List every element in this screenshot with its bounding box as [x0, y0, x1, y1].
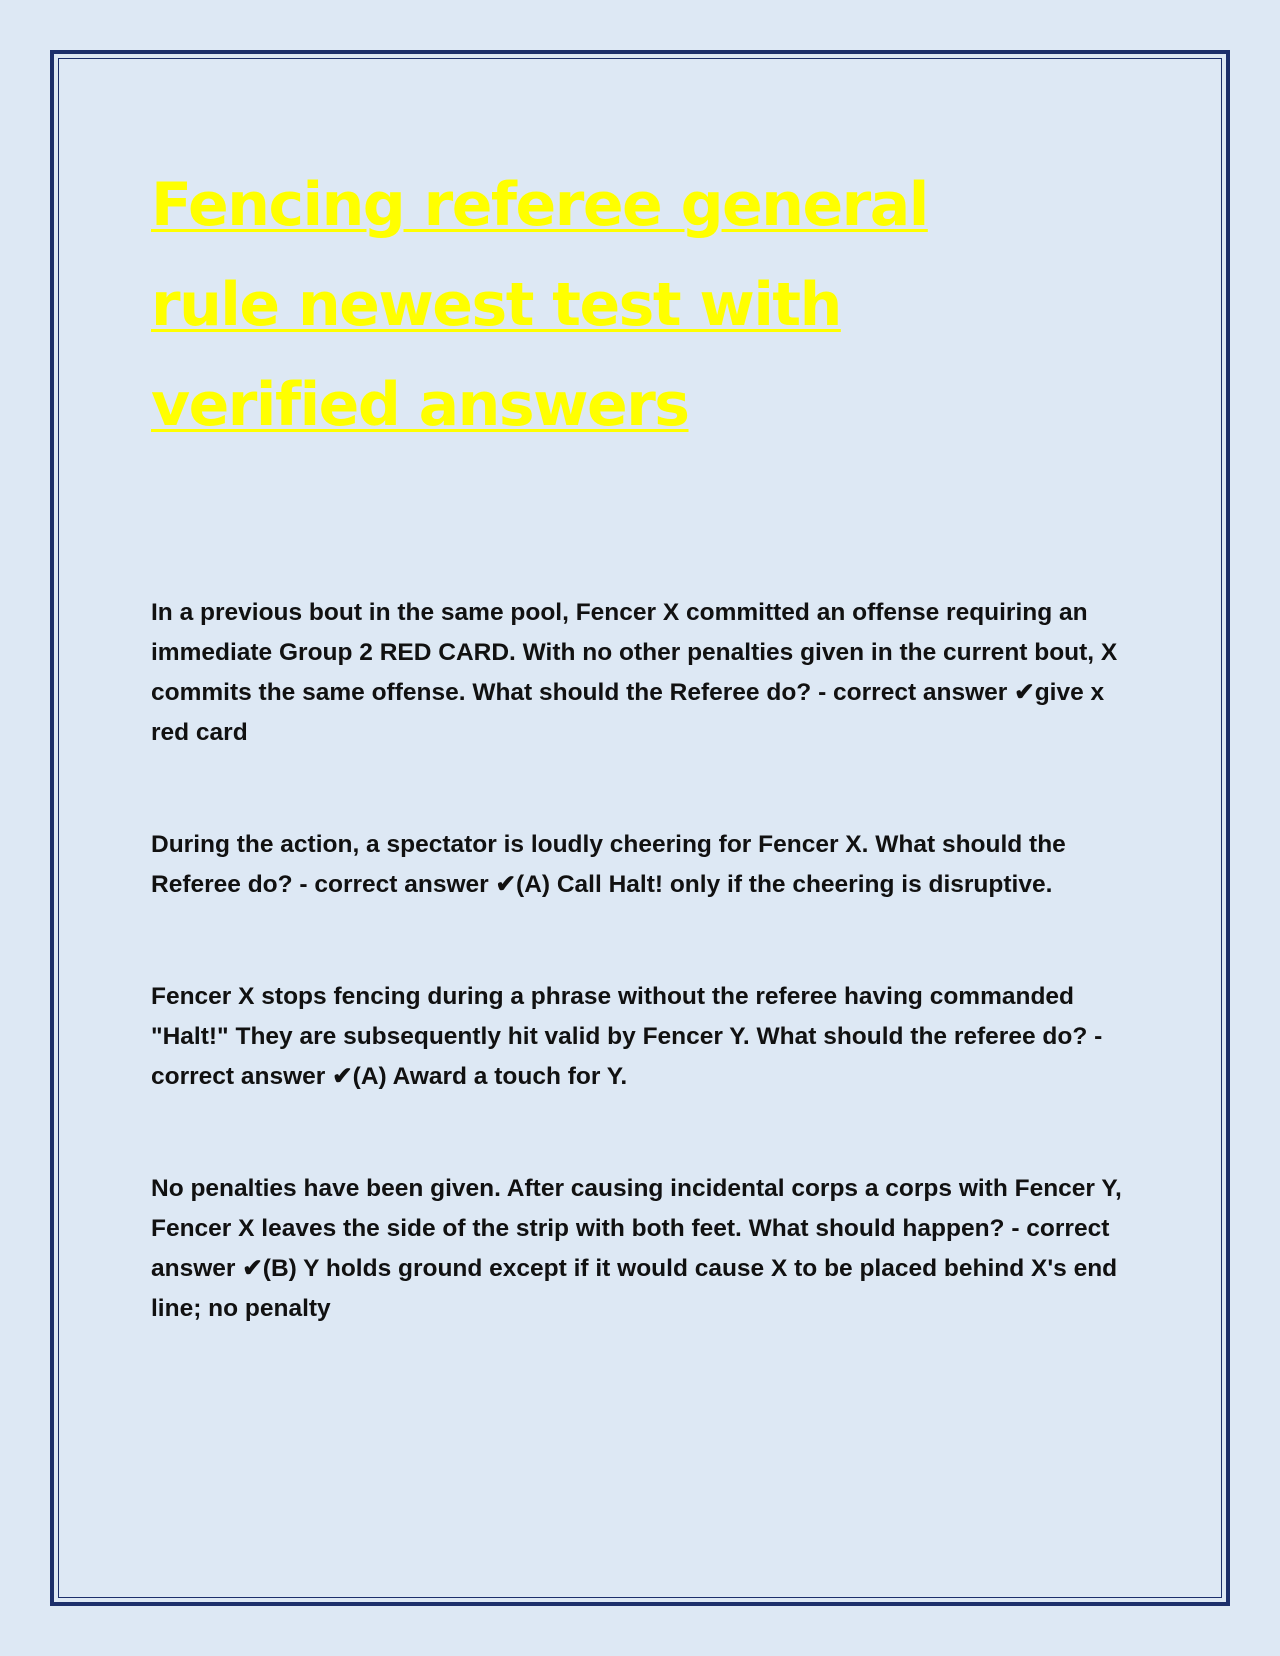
check-mark-icon: ✔: [242, 1255, 263, 1282]
qa-item: [151, 825, 1141, 905]
answer-text: (A) Award a touch for Y.: [352, 1063, 628, 1090]
question-text: No penalties have been given. After causing incidental corps a corps with Fencer Y, Fencer X leaves the side of the strip with both feet. What should happen? - correct answer: [151, 1175, 1122, 1282]
answer-text: (A) Call Halt! only if the cheering is disruptive.: [516, 871, 1053, 898]
check-mark-icon: ✔: [1014, 679, 1035, 706]
qa-item: [151, 593, 1141, 753]
check-mark-icon: ✔: [332, 1063, 353, 1090]
question-text: During the action, a spectator is loudly cheering for Fencer X. What should the Referee do? - correct answer: [151, 831, 1066, 898]
document-content: [151, 155, 1141, 1401]
check-mark-icon: ✔: [495, 871, 517, 898]
question-text: In a previous bout in the same pool, Fencer X committed an offense requiring an immediate Group 2 RED CARD. With no other penalties given in the current bout, X commits the same offense. What should the Referee do? - correct answer: [151, 599, 1118, 706]
answer-text: give x red card: [151, 679, 1105, 746]
qa-list: [151, 593, 1141, 1329]
qa-item: [151, 1169, 1141, 1329]
answer-text: (B) Y holds ground except if it would cause X to be placed behind X's end line; no penalty: [151, 1255, 1118, 1322]
document-title: Fencing referee general rule newest test with verified answers: [151, 170, 928, 440]
qa-item: [151, 977, 1141, 1097]
question-text: Fencer X stops fencing during a phrase without the referee having commanded "Halt!" They are subsequently hit valid by Fencer Y. What should the referee do? - correct answer: [151, 983, 1103, 1090]
